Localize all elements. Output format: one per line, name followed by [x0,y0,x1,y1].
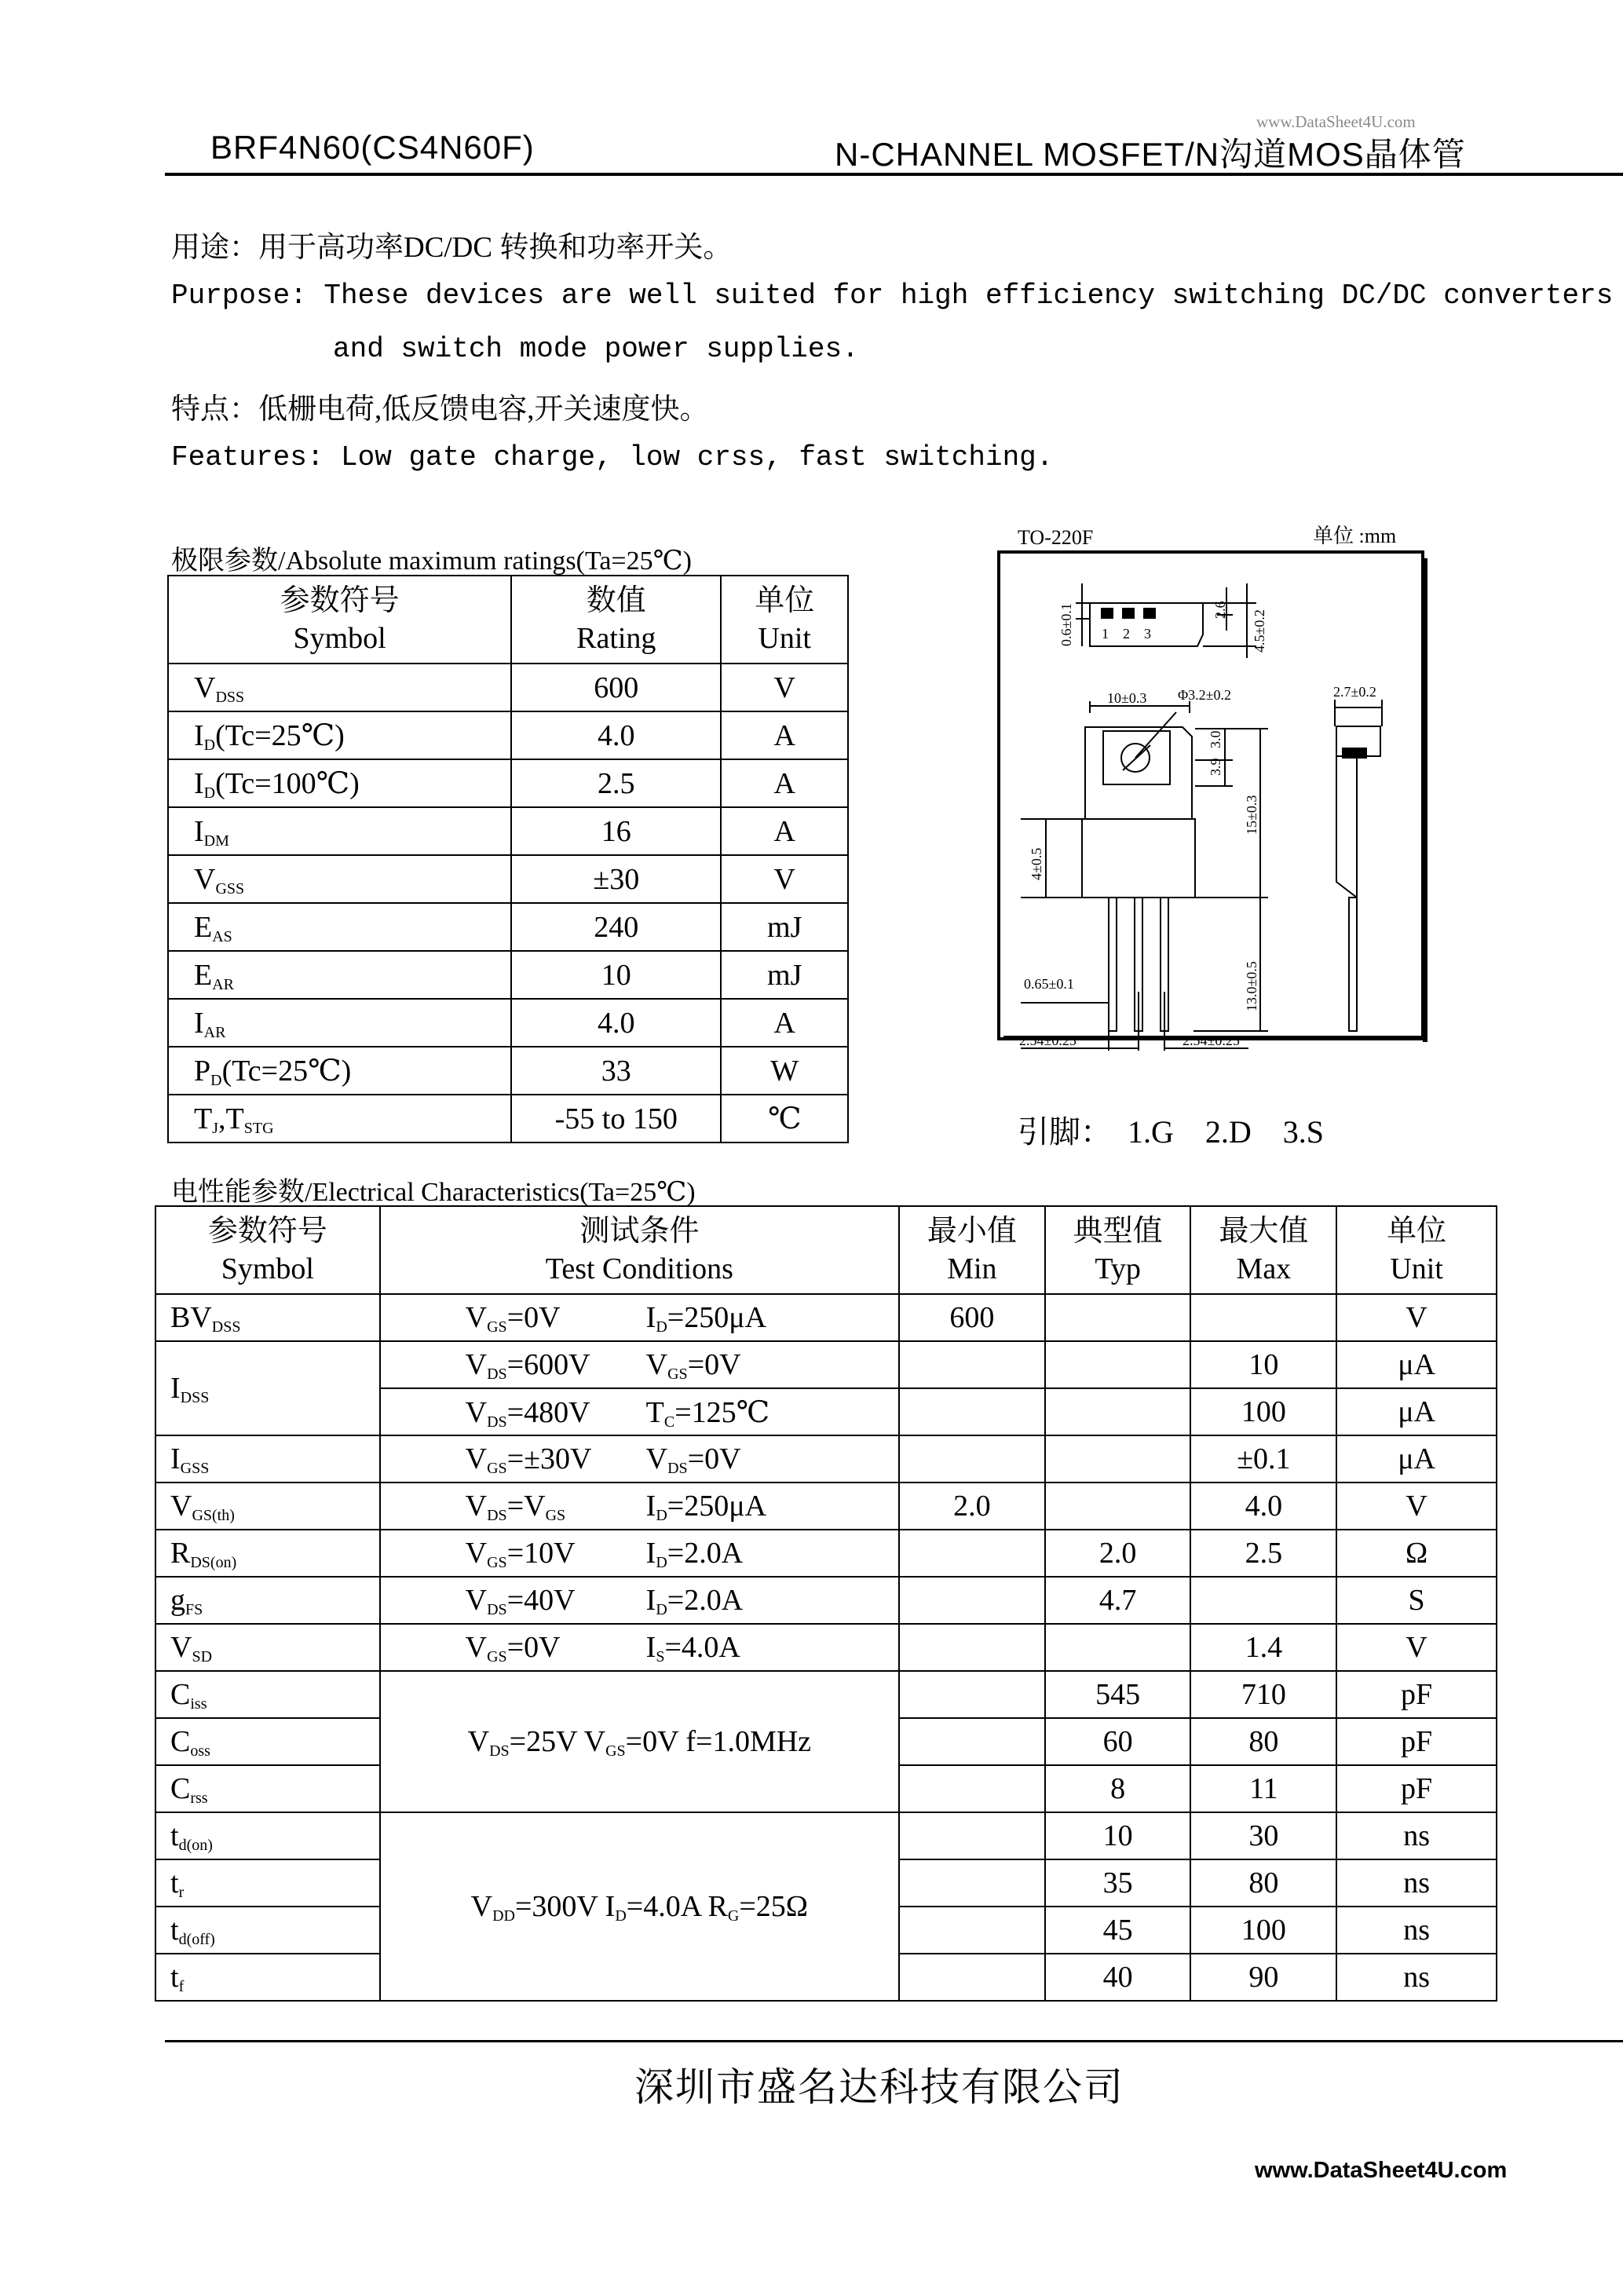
unit-cell: μA [1336,1435,1497,1483]
rating-cell: 4.0 [511,711,721,759]
elec-row-vsd [155,1624,1497,1671]
unit-cell: ℃ [721,1095,848,1143]
rating-cell: 2.5 [511,759,721,807]
min-cell [899,1530,1045,1577]
elec-header-row [155,1206,1497,1294]
symbol-cell: $R_{DS(on)}$ [155,1530,380,1577]
footer-rule [165,2040,1623,2042]
elec-table [155,1205,1497,2002]
typ-cell: 545 [1045,1671,1191,1718]
max-cell [1190,1294,1336,1341]
elec-typ-header: 典型值 Typ [1045,1206,1191,1294]
min-cell: 600 [899,1294,1045,1341]
typ-cell: 2.0 [1045,1530,1191,1577]
unit-cell: V [721,664,848,711]
typ-cell [1045,1341,1191,1388]
unit-cell: V [1336,1624,1497,1671]
max-cell: 2.5 [1190,1530,1336,1577]
min-cell [899,1718,1045,1765]
dim-0-6: 0.6±0.1 [1058,603,1074,646]
dim-2-7: 2.7±0.2 [1333,684,1376,700]
typ-cell: 8 [1045,1765,1191,1812]
side-lead [1349,898,1357,1031]
dim-phi: Φ3.2±0.2 [1178,687,1232,703]
abs-max-unit-header: 单位 Unit [721,576,848,664]
unit-cell: V [1336,1294,1497,1341]
symbol-cell: $I_D(Tc=100℃)$ [168,759,511,807]
typ-cell: 10 [1045,1812,1191,1859]
unit-cell: V [721,855,848,903]
package-outline-drawing [997,521,1437,1089]
symbol-cell: $BV_{DSS}$ [155,1294,380,1341]
unit-cell: ns [1336,1954,1497,2001]
max-cell: 11 [1190,1765,1336,1812]
symbol-cell: $V_{SD}$ [155,1624,380,1671]
unit-cell: ns [1336,1859,1497,1907]
min-cell: 2.0 [899,1483,1045,1530]
abs-max-row-pd [168,1047,848,1095]
abs-max-row-vdss [168,664,848,711]
abs-max-row-id-25 [168,711,848,759]
condition-cell: $V_{DS}=480V$ $T_C=125℃$ [380,1388,899,1435]
min-cell [899,1765,1045,1812]
unit-cell: ns [1336,1907,1497,1954]
dim-10: 10±0.3 [1107,690,1147,706]
symbol-cell: $g_{FS}$ [155,1577,380,1624]
condition-cell: $V_{GS}=0V$ $I_S=4.0A$ [380,1624,899,1671]
symbol-cell: $I_D(Tc=25℃)$ [168,711,511,759]
unit-cell: ns [1336,1812,1497,1859]
symbol-cell: $I_{AR}$ [168,999,511,1047]
max-cell [1190,1577,1336,1624]
symbol-cell: $I_{GSS}$ [155,1435,380,1483]
unit-cell: μA [1336,1388,1497,1435]
side-tab-mark [1343,748,1366,758]
watermark-bottom[interactable]: www.DataSheet4U.com [1255,2158,1508,2183]
unit-cell: Ω [1336,1530,1497,1577]
unit-cell: A [721,999,848,1047]
dim-2-54-left: 2.54±0.25 [1019,1033,1077,1048]
typ-cell [1045,1624,1191,1671]
rating-cell: ±30 [511,855,721,903]
elec-row-bvdss [155,1294,1497,1341]
pin-number-3: 3 [1144,626,1151,642]
dim-2-6: 2.6 [1212,601,1228,619]
min-cell [899,1435,1045,1483]
pin-number-1: 1 [1102,626,1109,642]
abs-max-title: 极限参数/Absolute maximum ratings(Ta=25℃) [171,547,692,576]
top-view-pin-3 [1144,609,1155,618]
abs-max-row-eas [168,903,848,951]
symbol-cell: $V_{GS(th)}$ [155,1483,380,1530]
typ-cell: 60 [1045,1718,1191,1765]
drawing-frame-shadow [1423,558,1427,1042]
abs-max-row-iar [168,999,848,1047]
front-body [1082,819,1195,898]
pin-number-2: 2 [1123,626,1130,642]
unit-cell: S [1336,1577,1497,1624]
elec-symbol-header: 参数符号 Symbol [155,1206,380,1294]
typ-cell: 4.7 [1045,1577,1191,1624]
purpose-en-line1: Purpose: These devices are well suited for high efficiency switching DC/DC converters [171,280,1614,312]
rating-cell: 33 [511,1047,721,1095]
package-unit-label: 单位 :mm [1313,525,1397,547]
typ-cell [1045,1483,1191,1530]
rating-cell: 600 [511,664,721,711]
unit-cell: pF [1336,1718,1497,1765]
condition-cell: $V_{GS}=\pm 30V$ $V_{DS}=0V$ [380,1435,899,1483]
top-view [1076,583,1256,658]
abs-max-table [167,575,849,1143]
typ-cell [1045,1294,1191,1341]
symbol-cell: $t_{d(on)}$ [155,1812,380,1859]
symbol-cell: $t_{d(off)}$ [155,1907,380,1954]
min-cell [899,1954,1045,2001]
dim-2-54-right: 2.54±0.25 [1183,1033,1240,1048]
max-cell: 80 [1190,1718,1336,1765]
abs-max-row-vgss [168,855,848,903]
document-title: N-CHANNEL MOSFET/N沟道MOS晶体管 [835,136,1466,173]
top-view-pin-2 [1123,609,1134,618]
purpose-cn: 用途：用于高功率DC/DC 转换和功率开关。 [171,232,733,264]
max-cell: 100 [1190,1907,1336,1954]
switching-condition-cell: $V_{DD}=300V$ $I_D=4.0A$ $R_G=25\Omega$ [380,1812,899,2001]
elec-row-rdson [155,1530,1497,1577]
abs-max-row-ear [168,951,848,999]
symbol-cell: $t_f$ [155,1954,380,2001]
condition-cell: $V_{GS}=10V$ $I_D=2.0A$ [380,1530,899,1577]
part-number: BRF4N60(CS4N60F) [210,129,535,166]
symbol-cell: $T_J,T_{STG}$ [168,1095,511,1143]
elec-row-gfs [155,1577,1497,1624]
min-cell [899,1341,1045,1388]
elec-row-idss-1 [155,1341,1497,1388]
max-cell: 100 [1190,1388,1336,1435]
package-name: TO-220F [1018,526,1094,549]
unit-cell: W [721,1047,848,1095]
dim-0-65: 0.65±0.1 [1024,976,1074,992]
dim-4-5: 4.5±0.2 [1252,609,1267,653]
symbol-cell: $V_{DSS}$ [168,664,511,711]
elec-max-header: 最大值 Max [1190,1206,1336,1294]
symbol-cell: $V_{GSS}$ [168,855,511,903]
pin-assignment: 引脚： 1.G 2.D 3.S [1018,1114,1325,1150]
side-view [1335,700,1382,1031]
typ-cell [1045,1435,1191,1483]
symbol-cell: $C_{oss}$ [155,1718,380,1765]
min-cell [899,1859,1045,1907]
min-cell [899,1907,1045,1954]
watermark-top[interactable]: www.DataSheet4U.com [1256,112,1416,131]
unit-cell: mJ [721,903,848,951]
features-cn: 特点：低栅电荷,低反馈电容,开关速度快。 [171,393,709,426]
symbol-cell: $C_{rss}$ [155,1765,380,1812]
elec-unit-header: 单位 Unit [1336,1206,1497,1294]
header-rule [165,173,1623,176]
rating-cell: -55 to 150 [511,1095,721,1143]
rating-cell: 16 [511,807,721,855]
elec-row-vgsth [155,1483,1497,1530]
dim-3-9: 3.9 [1208,758,1223,776]
company-name: 深圳市盛名达科技有限公司 [634,2065,1124,2109]
condition-cell: $V_{GS}=0V$ $I_D=250\mu A$ [380,1294,899,1341]
lead-1 [1109,898,1117,1031]
front-view [1021,701,1268,1051]
max-cell: 710 [1190,1671,1336,1718]
unit-cell: A [721,807,848,855]
typ-cell [1045,1388,1191,1435]
symbol-cell: $t_r$ [155,1859,380,1907]
rating-cell: 240 [511,903,721,951]
max-cell: 80 [1190,1859,1336,1907]
symbol-cell: $E_{AR}$ [168,951,511,999]
capacitance-condition-cell: $V_{DS}=25V$ $V_{GS}=0V$ f=1.0MHz [380,1671,899,1812]
condition-cell: $V_{DS}=600V$ $V_{GS}=0V$ [380,1341,899,1388]
dim-13: 13.0±0.5 [1244,961,1259,1011]
abs-max-rating-header: 数值 Rating [511,576,721,664]
elec-cond-header: 测试条件 Test Conditions [380,1206,899,1294]
dim-3-0: 3.0 [1208,730,1223,748]
features-en: Features: Low gate charge, low crss, fast switching. [171,441,1054,473]
max-cell: 10 [1190,1341,1336,1388]
unit-cell: pF [1336,1765,1497,1812]
elec-row-igss [155,1435,1497,1483]
typ-cell: 35 [1045,1859,1191,1907]
dim-4: 4±0.5 [1029,847,1044,880]
elec-min-header: 最小值 Min [899,1206,1045,1294]
top-view-pin-1 [1102,609,1113,618]
unit-cell: pF [1336,1671,1497,1718]
elec-title: 电性能参数/Electrical Characteristics(Ta=25℃) [171,1178,696,1207]
rating-cell: 4.0 [511,999,721,1047]
max-cell: 1.4 [1190,1624,1336,1671]
symbol-cell: $E_{AS}$ [168,903,511,951]
max-cell: ±0.1 [1190,1435,1336,1483]
abs-max-header-row [168,576,848,664]
max-cell: 90 [1190,1954,1336,2001]
symbol-cell: $C_{iss}$ [155,1671,380,1718]
elec-row-tdon [155,1812,1497,1859]
abs-max-symbol-header: 参数符号 Symbol [168,576,511,664]
dim-15: 15±0.3 [1244,795,1259,835]
min-cell [899,1388,1045,1435]
max-cell: 4.0 [1190,1483,1336,1530]
typ-cell: 40 [1045,1954,1191,2001]
min-cell [899,1671,1045,1718]
front-tab [1085,727,1192,819]
unit-cell: μA [1336,1341,1497,1388]
abs-max-row-idm [168,807,848,855]
condition-cell: $V_{DS}=V_{GS}$ $I_D=250\mu A$ [380,1483,899,1530]
unit-cell: mJ [721,951,848,999]
condition-cell: $V_{DS}=40V$ $I_D=2.0A$ [380,1577,899,1624]
abs-max-row-id-100 [168,759,848,807]
min-cell [899,1577,1045,1624]
symbol-cell: $I_{DM}$ [168,807,511,855]
symbol-cell: $I_{DSS}$ [155,1341,380,1435]
elec-row-ciss [155,1671,1497,1718]
max-cell: 30 [1190,1812,1336,1859]
symbol-cell: $P_D(Tc=25℃)$ [168,1047,511,1095]
abs-max-row-tj-tstg [168,1095,848,1143]
min-cell [899,1812,1045,1859]
unit-cell: A [721,759,848,807]
unit-cell: V [1336,1483,1497,1530]
rating-cell: 10 [511,951,721,999]
unit-cell: A [721,711,848,759]
purpose-en-line2: and switch mode power supplies. [333,333,859,365]
typ-cell: 45 [1045,1907,1191,1954]
min-cell [899,1624,1045,1671]
